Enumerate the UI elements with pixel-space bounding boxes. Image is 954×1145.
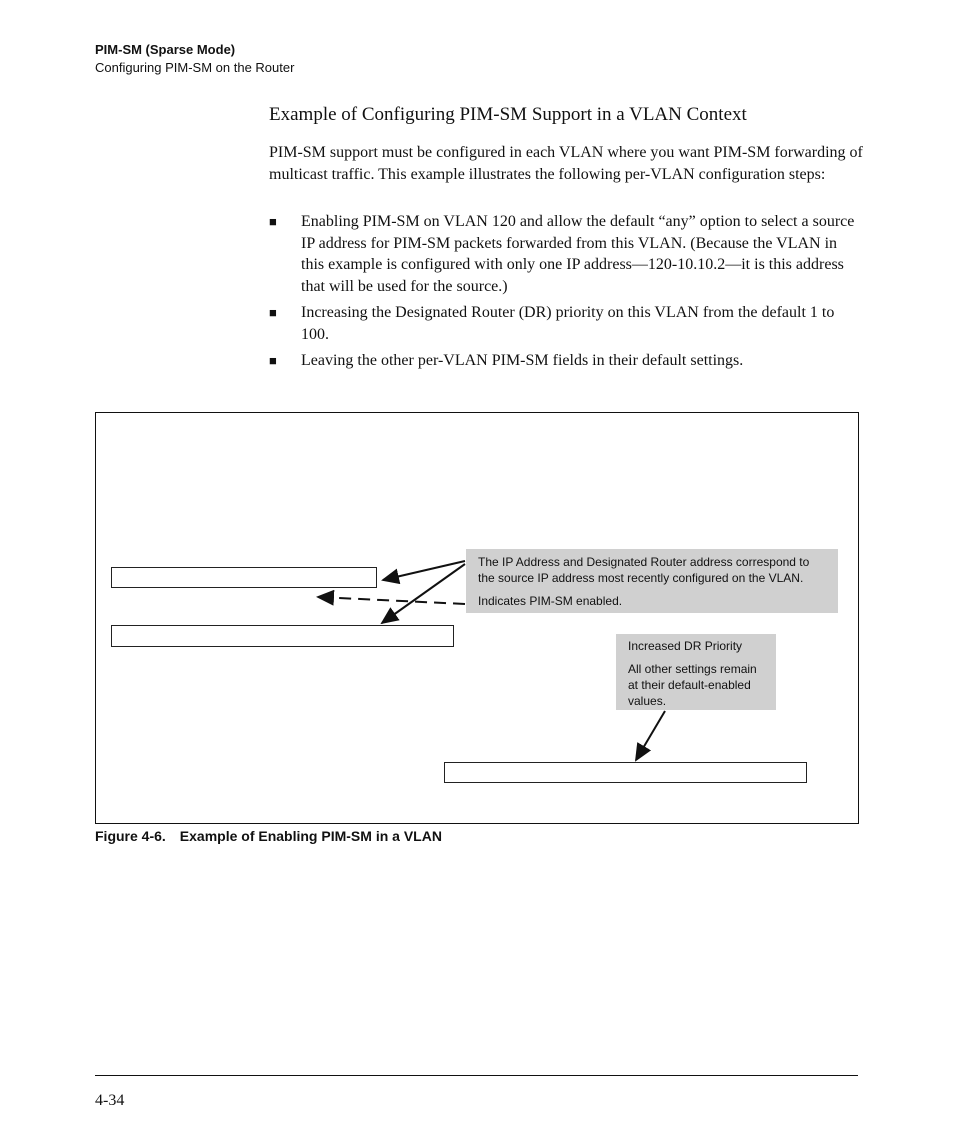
- bullet-marker: ■: [269, 305, 277, 320]
- list-item-text: Increasing the Designated Router (DR) priority on this VLAN from the default 1 to 100.: [301, 304, 835, 343]
- footer-divider: [95, 1075, 858, 1076]
- list-item-text: Leaving the other per-VLAN PIM-SM fields in their default settings.: [301, 352, 744, 369]
- figure-caption-label: Figure 4-6.: [95, 828, 166, 844]
- chapter-title: PIM-SM (Sparse Mode): [95, 42, 236, 57]
- page-number: 4-34: [95, 1092, 125, 1109]
- priority-callout-title: Increased DR Priority: [628, 639, 743, 653]
- address-callout-text: The IP Address and Designated Router address correspond to the source IP address most recently configured on the VLAN.: [478, 555, 810, 585]
- dr-priority-arrow: [636, 711, 665, 760]
- pim-enabled-callout-text: Indicates PIM-SM enabled.: [478, 594, 623, 608]
- intro-paragraph: PIM-SM support must be configured in each VLAN where you want PIM-SM forwarding of multicast traffic. This example illustrates the following per-VLAN configuration steps:: [269, 144, 863, 183]
- ip-address-arrow: [383, 561, 465, 580]
- designated-router-arrow: [382, 564, 465, 623]
- figure-caption: [95, 828, 442, 844]
- figure-caption-text: Example of Enabling PIM-SM in a VLAN: [179, 828, 442, 844]
- section-heading: Example of Configuring PIM-SM Support in a VLAN Context: [269, 104, 747, 125]
- bullet-marker: ■: [269, 214, 277, 229]
- section-subtitle: Configuring PIM-SM on the Router: [95, 60, 295, 75]
- priority-callout-text: All other settings remain at their default-enabled values.: [628, 662, 757, 708]
- pim-enabled-arrow: [318, 597, 465, 604]
- list-item-text: Enabling PIM-SM on VLAN 120 and allow the default “any” option to select a source IP address for PIM-SM packets forwarded from this VLAN. (Because the VLAN in this example is configured with only one IP address—120-10.10.2—it is this address that will be used for the source.): [301, 213, 855, 295]
- bullet-marker: ■: [269, 353, 277, 368]
